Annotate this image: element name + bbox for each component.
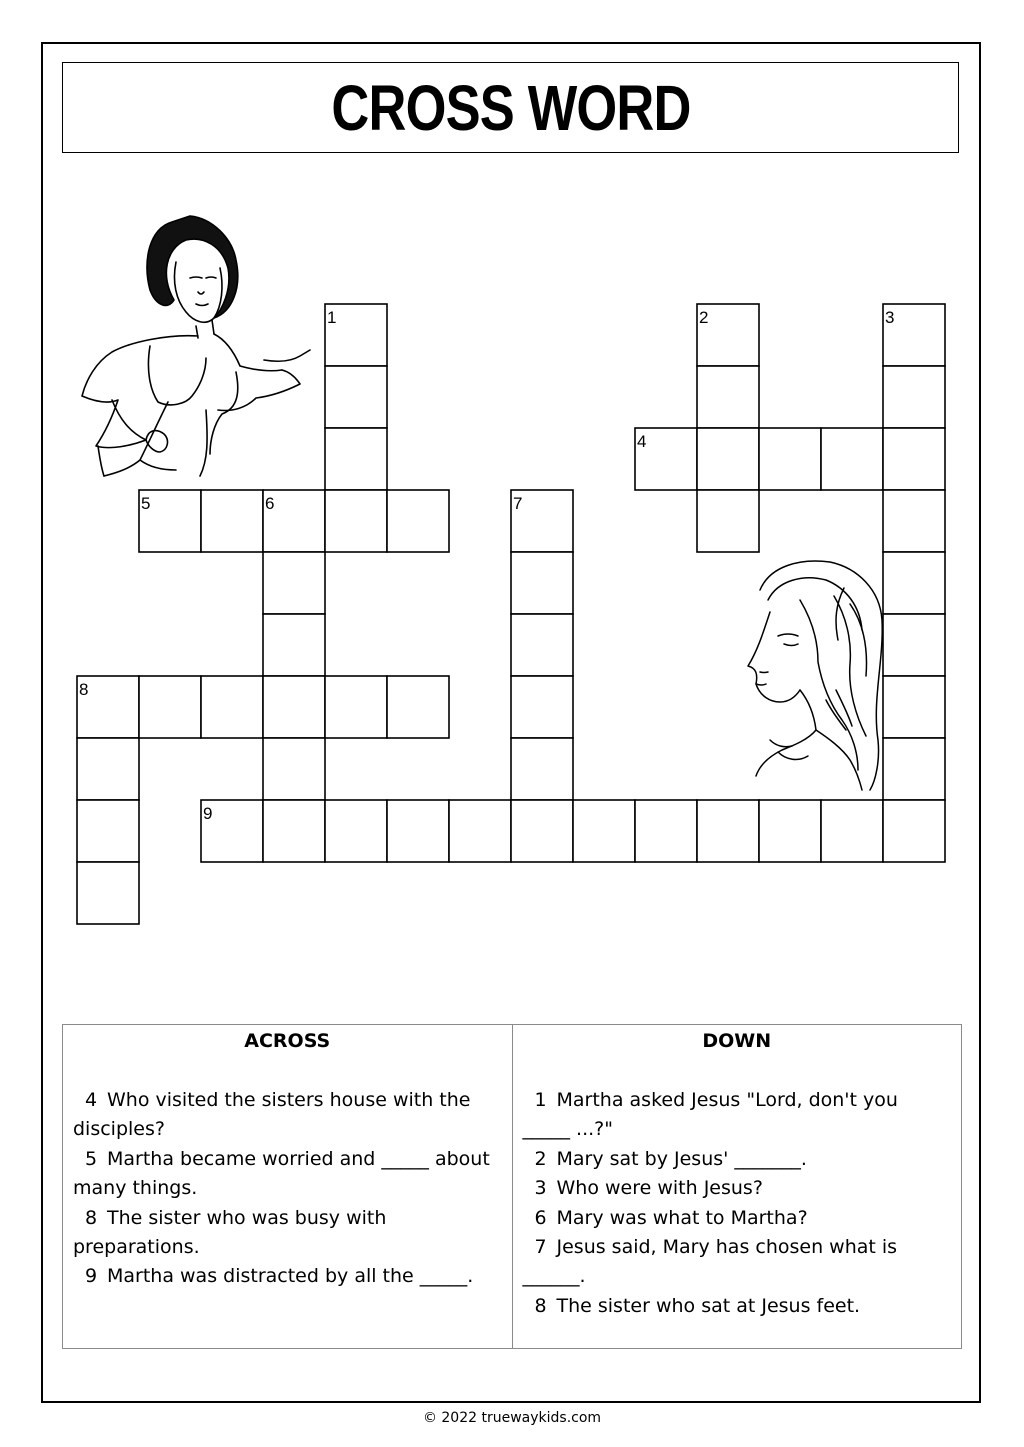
grid-cell[interactable]	[511, 738, 573, 800]
down-clue-7	[523, 1233, 952, 1292]
grid-cell[interactable]	[883, 800, 945, 862]
cell-number-1: 1	[327, 308, 337, 327]
down-clue-2	[523, 1145, 952, 1174]
across-clue-5	[73, 1145, 502, 1204]
clue-number: 8	[534, 1294, 547, 1317]
clue-number: 2	[534, 1147, 547, 1170]
grid-cell[interactable]	[201, 490, 263, 552]
clue-text: Who were with Jesus?	[556, 1177, 763, 1200]
across-clue-4	[73, 1086, 502, 1145]
clue-number: 9	[85, 1265, 98, 1288]
grid-cell[interactable]	[511, 614, 573, 676]
clue-number: 3	[534, 1177, 547, 1200]
grid-cell[interactable]	[511, 552, 573, 614]
clue-text: Mary was what to Martha?	[556, 1206, 808, 1229]
grid-cell[interactable]	[883, 552, 945, 614]
grid-cell[interactable]	[325, 800, 387, 862]
grid-cell[interactable]	[759, 428, 821, 490]
across-clue-8	[73, 1204, 502, 1263]
clue-number: 1	[534, 1089, 547, 1111]
across-clue-9	[73, 1262, 502, 1291]
cell-number-8: 8	[79, 680, 89, 699]
grid-cell[interactable]	[821, 428, 883, 490]
grid-cell[interactable]	[77, 738, 139, 800]
page-title: CROSS WORD	[330, 71, 691, 144]
clue-text: Martha was distracted by all the _____.	[107, 1265, 474, 1288]
grid-cell[interactable]	[511, 676, 573, 738]
crossword-grid	[77, 304, 945, 924]
clue-text: Martha asked Jesus "Lord, don't you _____ ...?"	[522, 1089, 898, 1141]
grid-cell[interactable]	[263, 738, 325, 800]
copyright-footer: © 2022 truewaykids.com	[422, 1410, 602, 1426]
grid-cell[interactable]	[697, 366, 759, 428]
grid-cell[interactable]	[201, 676, 263, 738]
down-clue-1	[523, 1086, 952, 1145]
clue-number: 7	[534, 1236, 547, 1259]
grid-cell[interactable]	[883, 738, 945, 800]
clue-text: The sister who sat at Jesus feet.	[556, 1294, 861, 1317]
grid-cell[interactable]	[697, 490, 759, 552]
clue-number: 6	[534, 1206, 547, 1229]
grid-cell[interactable]	[883, 676, 945, 738]
grid-cell[interactable]	[821, 800, 883, 862]
cell-number-2: 2	[699, 308, 709, 327]
grid-cell[interactable]	[77, 800, 139, 862]
grid-cell[interactable]	[387, 676, 449, 738]
grid-cell[interactable]	[325, 676, 387, 738]
grid-cell[interactable]	[77, 862, 139, 924]
grid-cell[interactable]	[139, 676, 201, 738]
grid-cell[interactable]	[387, 490, 449, 552]
grid-cell[interactable]	[697, 800, 759, 862]
down-clue-8	[523, 1292, 952, 1321]
grid-cell[interactable]	[883, 614, 945, 676]
clue-number: 4	[85, 1089, 98, 1111]
grid-cell[interactable]	[263, 552, 325, 614]
clue-number: 5	[85, 1147, 98, 1170]
clue-text: Who visited the sisters house with the disciples?	[73, 1089, 471, 1141]
across-clue-list	[73, 1086, 502, 1292]
grid-cell[interactable]	[883, 428, 945, 490]
across-column	[63, 1025, 512, 1348]
down-column	[512, 1025, 962, 1348]
down-clue-3	[523, 1174, 952, 1203]
martha-pointing-illustration	[82, 216, 310, 476]
mary-portrait-illustration	[748, 561, 882, 790]
grid-cell[interactable]	[883, 490, 945, 552]
grid-cell[interactable]	[449, 800, 511, 862]
grid-cell[interactable]	[263, 800, 325, 862]
grid-cell[interactable]	[883, 366, 945, 428]
grid-cell[interactable]	[573, 800, 635, 862]
down-clue-6	[523, 1204, 952, 1233]
grid-cell[interactable]	[263, 676, 325, 738]
grid-cell[interactable]	[325, 490, 387, 552]
grid-cell[interactable]	[387, 800, 449, 862]
cell-number-4: 4	[637, 432, 647, 451]
grid-cell[interactable]	[635, 800, 697, 862]
grid-cell[interactable]	[759, 800, 821, 862]
down-heading: DOWN	[702, 1030, 772, 1052]
grid-cell[interactable]	[263, 614, 325, 676]
grid-cell[interactable]	[325, 366, 387, 428]
grid-cell[interactable]	[697, 428, 759, 490]
cell-number-9: 9	[203, 804, 213, 823]
cell-number-3: 3	[885, 308, 895, 327]
cell-number-7: 7	[513, 494, 523, 513]
clue-text: Martha became worried and _____ about many things.	[73, 1147, 490, 1200]
grid-cell[interactable]	[325, 428, 387, 490]
clue-text: Mary sat by Jesus' _______.	[556, 1147, 807, 1170]
clue-table	[62, 1024, 962, 1349]
cell-number-5: 5	[141, 494, 151, 513]
clue-text: Jesus said, Mary has chosen what is ______.	[522, 1236, 898, 1288]
grid-cell[interactable]	[511, 800, 573, 862]
across-heading: ACROSS	[244, 1030, 331, 1052]
clue-text: The sister who was busy with preparations.	[73, 1206, 387, 1259]
clue-number: 8	[85, 1206, 98, 1229]
down-clue-list	[523, 1086, 952, 1321]
cell-number-6: 6	[265, 494, 275, 513]
